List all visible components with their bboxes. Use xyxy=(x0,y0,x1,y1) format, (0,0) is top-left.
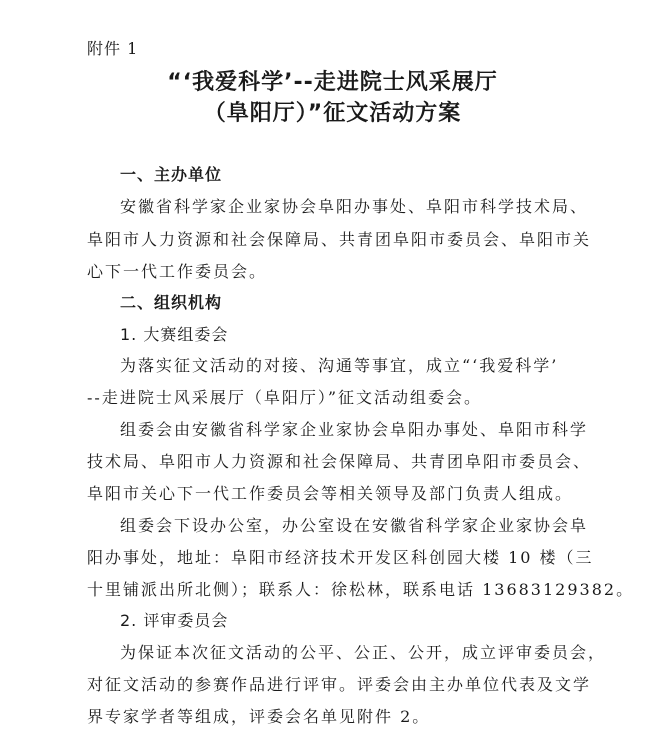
paragraph-line: 心下一代工作委员会。 xyxy=(87,262,268,281)
paragraph-line: 为落实征文活动的对接、沟通等事宜，成立“‘我爱科学’ xyxy=(120,356,559,375)
document-title-line-2: （阜阳厅）”征文活动方案 xyxy=(203,101,462,126)
paragraph-line: 十里铺派出所北侧）；联系人：徐松林，联系电话 13683129382。 xyxy=(87,580,635,599)
document-title-line-1: “‘我爱科学’--走进院士风采展厅 xyxy=(167,70,498,95)
paragraph-line: 对征文活动的参赛作品进行评审。评委会由主办单位代表及文学 xyxy=(87,675,592,694)
paragraph-line: 为保证本次征文活动的公平、公正、公开，成立评审委员会， xyxy=(120,643,607,662)
paragraph-line: 安徽省科学家企业家协会阜阳办事处、阜阳市科学技术局、 xyxy=(120,197,589,216)
paragraph-line: 技术局、阜阳市人力资源和社会保障局、共青团阜阳市委员会、 xyxy=(87,452,592,471)
paragraph-line: 阜阳市人力资源和社会保障局、共青团阜阳市委员会、阜阳市关 xyxy=(87,230,592,249)
paragraph-line: 阳办事处，地址：阜阳市经济技术开发区科创园大楼 10 楼（三 xyxy=(87,548,594,567)
paragraph-line: 阜阳市关心下一代工作委员会等相关领导及部门负责人组成。 xyxy=(87,484,574,503)
section-heading-organization: 二、组织机构 xyxy=(120,293,223,312)
subsection-heading-review-committee: 2. 评审委员会 xyxy=(120,611,229,630)
attachment-label: 附件 1 xyxy=(87,39,139,58)
section-heading-organizers: 一、主办单位 xyxy=(120,165,223,184)
subsection-heading-committee: 1. 大赛组委会 xyxy=(120,325,229,344)
paragraph-line: 界专家学者等组成，评委会名单见附件 2。 xyxy=(87,707,431,726)
paragraph-line: 组委会由安徽省科学家企业家协会阜阳办事处、阜阳市科学 xyxy=(120,420,589,439)
paragraph-line: --走进院士风采展厅（阜阳厅）”征文活动组委会。 xyxy=(87,388,482,407)
paragraph-line: 组委会下设办公室，办公室设在安徽省科学家企业家协会阜 xyxy=(120,516,589,535)
